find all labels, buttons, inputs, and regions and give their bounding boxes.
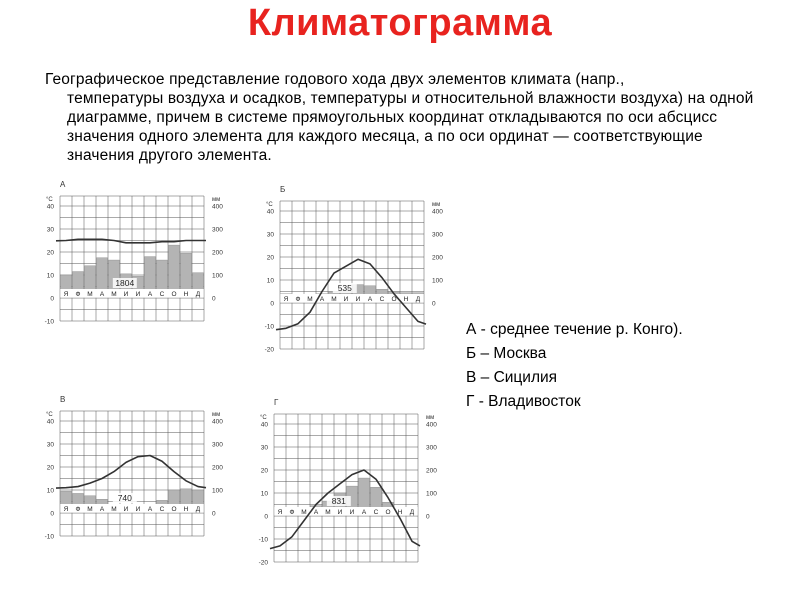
temp-tick-label: 0 bbox=[270, 300, 274, 308]
temp-tick-label: 30 bbox=[266, 231, 274, 239]
definition-text bbox=[45, 70, 765, 165]
month-band bbox=[280, 294, 423, 303]
temp-tick-label: 20 bbox=[46, 249, 54, 257]
month-label: Н bbox=[397, 509, 403, 516]
temp-unit-label: °С bbox=[46, 412, 53, 418]
month-label: А bbox=[147, 506, 153, 513]
temp-tick-label: 0 bbox=[264, 513, 268, 521]
precip-tick-label: 200 bbox=[212, 249, 223, 257]
month-label: Д bbox=[409, 509, 415, 516]
month-label: М bbox=[111, 291, 117, 298]
precip-unit-label: мм bbox=[212, 412, 221, 418]
temp-tick-label: 40 bbox=[46, 203, 54, 211]
temp-tick-label: 30 bbox=[260, 444, 268, 452]
panel-label: Г bbox=[274, 398, 279, 407]
temp-tick-label: 30 bbox=[46, 226, 54, 234]
month-label: М bbox=[301, 509, 307, 516]
temp-tick-label: 10 bbox=[260, 490, 268, 498]
precip-unit-label: мм bbox=[426, 415, 435, 421]
month-label: Д bbox=[195, 506, 201, 513]
climatogram-a bbox=[38, 176, 223, 351]
precip-tick-label: 400 bbox=[426, 421, 437, 429]
temp-tick-label: -10 bbox=[264, 323, 274, 331]
precip-tick-label: 100 bbox=[432, 277, 443, 285]
precip-tick-label: 200 bbox=[426, 467, 437, 475]
temp-unit-label: °С bbox=[266, 202, 273, 208]
month-label: Я bbox=[283, 296, 289, 303]
precip-tick-label: 300 bbox=[212, 441, 223, 449]
total-precip-label: 740 bbox=[117, 493, 132, 503]
month-label: А bbox=[147, 291, 153, 298]
definition-continuation: температуры воздуха и осадков, температуры и относительной влажности воздуха) на одной диаграмме, причем в системе прямоугольных координат откладываются по оси абсцисс значения одного элемента для каждого месяца, а по оси ординат — соответствующие значения другого элемента. bbox=[67, 90, 754, 164]
precip-tick-label: 100 bbox=[426, 490, 437, 498]
month-label: А bbox=[361, 509, 367, 516]
temp-tick-label: 40 bbox=[266, 208, 274, 216]
precip-tick-label: 0 bbox=[432, 300, 436, 308]
month-label: А bbox=[99, 291, 105, 298]
month-label: Я bbox=[63, 506, 69, 513]
temp-tick-label: -20 bbox=[258, 559, 268, 567]
month-label: М bbox=[325, 509, 331, 516]
month-label: Ф bbox=[289, 509, 295, 516]
month-label: Я bbox=[277, 509, 283, 516]
precip-tick-label: 200 bbox=[432, 254, 443, 262]
month-label: А bbox=[99, 506, 105, 513]
precip-unit-label: мм bbox=[432, 202, 441, 208]
month-label: И bbox=[135, 291, 141, 298]
precip-tick-label: 400 bbox=[212, 203, 223, 211]
total-precip-label: 535 bbox=[337, 283, 352, 293]
temp-tick-label: -10 bbox=[258, 536, 268, 544]
month-label: О bbox=[171, 506, 177, 513]
precip-tick-label: 100 bbox=[212, 272, 223, 280]
month-label: Ф bbox=[75, 291, 81, 298]
legend bbox=[466, 318, 683, 414]
month-label: М bbox=[307, 296, 313, 303]
month-label: И bbox=[123, 291, 129, 298]
month-label: Д bbox=[415, 296, 421, 303]
month-label: О bbox=[391, 296, 397, 303]
panel-label: Б bbox=[280, 185, 286, 194]
month-label: С bbox=[373, 509, 379, 516]
month-label: Ф bbox=[295, 296, 301, 303]
month-label: М bbox=[87, 506, 93, 513]
temp-unit-label: °С bbox=[260, 415, 267, 421]
temperature-line bbox=[56, 239, 206, 242]
precip-tick-label: 300 bbox=[212, 226, 223, 234]
month-label: М bbox=[111, 506, 117, 513]
climatogram-b bbox=[258, 181, 443, 371]
month-label: И bbox=[123, 506, 129, 513]
month-label: С bbox=[159, 291, 165, 298]
month-label: Н bbox=[183, 291, 189, 298]
month-band bbox=[60, 289, 203, 298]
month-label: О bbox=[171, 291, 177, 298]
month-label: И bbox=[349, 509, 355, 516]
temp-tick-label: -20 bbox=[264, 346, 274, 354]
precip-tick-label: 100 bbox=[212, 487, 223, 495]
temp-tick-label: 0 bbox=[50, 510, 54, 518]
temp-tick-label: 30 bbox=[46, 441, 54, 449]
temp-tick-label: -10 bbox=[44, 533, 54, 541]
month-label: С bbox=[379, 296, 385, 303]
month-label: А bbox=[367, 296, 373, 303]
panel-label: В bbox=[60, 395, 66, 404]
month-label: С bbox=[159, 506, 165, 513]
precip-tick-label: 300 bbox=[432, 231, 443, 239]
month-label: О bbox=[385, 509, 391, 516]
month-label: Я bbox=[63, 291, 69, 298]
climatogram-v bbox=[38, 391, 223, 566]
precip-tick-label: 0 bbox=[426, 513, 430, 521]
temp-tick-label: 0 bbox=[50, 295, 54, 303]
precip-tick-label: 0 bbox=[212, 295, 216, 303]
temp-tick-label: 20 bbox=[260, 467, 268, 475]
legend-item-b: Б – Москва bbox=[466, 345, 547, 362]
temp-tick-label: 20 bbox=[266, 254, 274, 262]
month-label: Н bbox=[183, 506, 189, 513]
temp-tick-label: 10 bbox=[46, 487, 54, 495]
temp-tick-label: 40 bbox=[260, 421, 268, 429]
total-precip-label: 831 bbox=[331, 496, 346, 506]
total-precip-label: 1804 bbox=[115, 278, 135, 288]
precip-tick-label: 400 bbox=[432, 208, 443, 216]
month-band bbox=[60, 504, 203, 513]
climatogram-g bbox=[252, 394, 437, 584]
month-label: А bbox=[319, 296, 325, 303]
month-label: Н bbox=[403, 296, 409, 303]
precip-tick-label: 0 bbox=[212, 510, 216, 518]
month-label: А bbox=[313, 509, 319, 516]
precip-tick-label: 400 bbox=[212, 418, 223, 426]
panel-label: А bbox=[60, 180, 66, 189]
month-label: И bbox=[337, 509, 343, 516]
month-label: И bbox=[135, 506, 141, 513]
month-label: М bbox=[331, 296, 337, 303]
month-label: М bbox=[87, 291, 93, 298]
temp-tick-label: -10 bbox=[44, 318, 54, 326]
temp-tick-label: 20 bbox=[46, 464, 54, 472]
temp-tick-label: 10 bbox=[46, 272, 54, 280]
slide-title: Климатограмма bbox=[247, 2, 553, 44]
legend-item-a: А - среднее течение р. Конго). bbox=[466, 321, 683, 338]
precip-tick-label: 200 bbox=[212, 464, 223, 472]
month-label: Ф bbox=[75, 506, 81, 513]
legend-item-v: В – Сицилия bbox=[466, 369, 558, 386]
temp-tick-label: 10 bbox=[266, 277, 274, 285]
precip-unit-label: мм bbox=[212, 197, 221, 203]
month-label: Д bbox=[195, 291, 201, 298]
month-label: И bbox=[343, 296, 349, 303]
temp-tick-label: 40 bbox=[46, 418, 54, 426]
definition-first-line: Географическое представление годового хода двух элементов климата (напр., bbox=[45, 71, 625, 88]
temp-unit-label: °С bbox=[46, 197, 53, 203]
precip-tick-label: 300 bbox=[426, 444, 437, 452]
temperature-line bbox=[56, 456, 206, 489]
legend-item-g: Г - Владивосток bbox=[466, 393, 581, 410]
month-label: И bbox=[355, 296, 361, 303]
